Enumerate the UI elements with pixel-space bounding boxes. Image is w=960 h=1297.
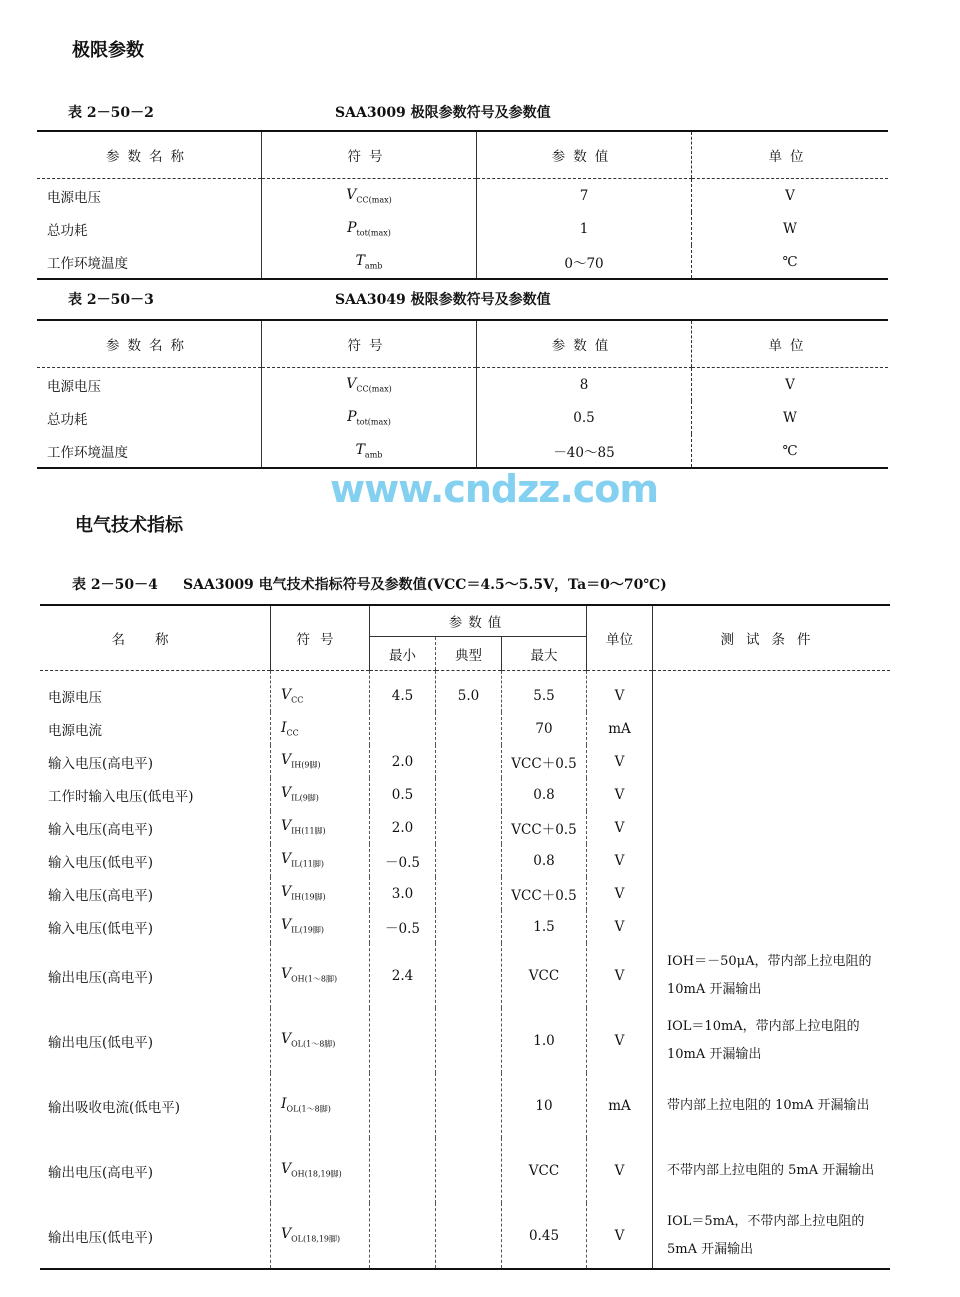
symbol [281, 851, 324, 867]
param-value: 1 [477, 212, 692, 245]
header-value: 参数值 [477, 320, 692, 368]
param-unit: V [587, 943, 653, 1008]
header-min: 最小 [370, 637, 436, 671]
symbol-base: V [281, 917, 292, 934]
param-name: 输入电压(低电平) [48, 854, 154, 871]
value-max: VCC＋0.5 [502, 877, 587, 910]
table-row [40, 745, 890, 778]
test-condition: IOL＝5mA，不带内部上拉电阻的 5mA 开漏输出 [653, 1203, 891, 1269]
header-symbol: 符号 [271, 605, 370, 671]
param-name: 输出电压(低电平) [48, 1229, 154, 1246]
value-max: VCC [502, 943, 587, 1008]
symbol-base: I [281, 719, 287, 736]
section-heading-electrical: 电气技术指标 [75, 515, 183, 536]
param-name: 输入电压(高电平) [48, 755, 154, 772]
value-max: VCC＋0.5 [502, 811, 587, 844]
table2-title: SAA3049 极限参数符号及参数值 [335, 292, 551, 308]
symbol [281, 884, 326, 900]
value-min: 2.4 [370, 943, 436, 1008]
table-row [40, 1008, 890, 1073]
param-name: 总功耗 [47, 411, 88, 428]
symbol [356, 442, 383, 458]
value-typ [436, 811, 502, 844]
table-row [40, 1203, 890, 1269]
param-unit: V [692, 368, 889, 402]
value-min: 3.0 [370, 877, 436, 910]
symbol [347, 220, 391, 236]
symbol-base: P [347, 408, 357, 425]
value-max: 10 [502, 1073, 587, 1138]
table-row [40, 811, 890, 844]
param-name: 工作环境温度 [47, 255, 128, 272]
value-max: 1.5 [502, 910, 587, 943]
param-value: 7 [477, 179, 692, 213]
value-min [370, 712, 436, 745]
param-unit: V [692, 179, 889, 213]
header-value: 参数值 [477, 131, 692, 179]
symbol-base: V [281, 1161, 292, 1178]
table-row [40, 844, 890, 877]
header-unit: 单位 [587, 605, 653, 671]
table-row [40, 1138, 890, 1203]
table-row [37, 212, 888, 245]
header-param-value: 参数值 [370, 605, 587, 637]
table3-title: SAA3009 电气技术指标符号及参数值(VCC＝4.5～5.5V，Ta＝0～70℃) [183, 577, 667, 593]
symbol-base: V [281, 785, 292, 802]
symbol-subscript: tot(max) [356, 417, 391, 427]
symbol-base: V [346, 186, 357, 203]
symbol-base: P [347, 219, 357, 236]
param-unit: W [692, 212, 889, 245]
symbol-subscript: amb [364, 261, 383, 271]
param-unit: V [587, 1008, 653, 1073]
symbol [281, 917, 324, 933]
value-max: VCC [502, 1138, 587, 1203]
param-name: 总功耗 [47, 222, 88, 239]
param-unit: V [587, 1203, 653, 1269]
param-name: 输出电压(高电平) [48, 1164, 154, 1181]
symbol-subscript: IL(11脚) [291, 859, 325, 869]
symbol-base: T [355, 252, 365, 269]
symbol [346, 187, 391, 203]
table2 [37, 319, 888, 469]
value-typ [436, 712, 502, 745]
test-condition [653, 811, 891, 844]
symbol [281, 785, 319, 801]
symbol [281, 818, 326, 834]
symbol-base: V [281, 884, 292, 901]
param-name: 电源电流 [48, 722, 102, 739]
param-name: 输入电压(低电平) [48, 920, 154, 937]
param-unit: V [587, 811, 653, 844]
table3 [40, 604, 890, 1270]
value-min: 2.0 [370, 745, 436, 778]
param-value: 0～70 [477, 245, 692, 279]
param-unit: ℃ [692, 434, 889, 468]
value-min: 0.5 [370, 778, 436, 811]
symbol-base: V [281, 818, 292, 835]
symbol-base: V [281, 966, 292, 983]
value-typ [436, 910, 502, 943]
symbol [281, 1096, 331, 1112]
symbol [347, 409, 391, 425]
symbol [281, 966, 337, 982]
value-min [370, 1203, 436, 1269]
test-condition [653, 712, 891, 745]
table-row [40, 671, 890, 713]
param-name: 工作环境温度 [47, 444, 128, 461]
param-unit: ℃ [692, 245, 889, 279]
test-condition [653, 844, 891, 877]
param-name: 电源电压 [47, 189, 101, 206]
header-typ: 典型 [436, 637, 502, 671]
param-unit: V [587, 778, 653, 811]
symbol-base: V [281, 851, 292, 868]
value-max: 0.8 [502, 778, 587, 811]
header-symbol: 符号 [262, 320, 477, 368]
table1-title: SAA3009 极限参数符号及参数值 [335, 105, 551, 121]
value-min: －0.5 [370, 910, 436, 943]
symbol-subscript: amb [364, 450, 383, 460]
symbol-base: V [281, 1031, 292, 1048]
header-unit: 单位 [692, 131, 889, 179]
table-row [40, 778, 890, 811]
value-max: 0.45 [502, 1203, 587, 1269]
value-typ [436, 1203, 502, 1269]
param-unit: mA [587, 712, 653, 745]
value-max: 70 [502, 712, 587, 745]
symbol [281, 752, 321, 768]
header-max: 最大 [502, 637, 587, 671]
symbol-subscript: OH(1～8脚) [291, 974, 338, 984]
value-min: 2.0 [370, 811, 436, 844]
symbol-subscript: OL(18,19脚) [291, 1234, 341, 1244]
param-name: 输出电压(高电平) [48, 969, 154, 986]
test-condition [653, 910, 891, 943]
header-param-name: 参数名称 [37, 320, 262, 368]
symbol-subscript: IH(11脚) [291, 826, 326, 836]
param-unit: V [587, 910, 653, 943]
header-param-name: 参数名称 [37, 131, 262, 179]
symbol-subscript: CC(max) [356, 384, 392, 394]
header-symbol: 符号 [262, 131, 477, 179]
symbol-subscript: OH(18,19脚) [291, 1169, 342, 1179]
symbol-base: V [281, 1226, 292, 1243]
table1-number: 表 2－50－2 [68, 105, 154, 121]
symbol [281, 1031, 335, 1047]
symbol [281, 1161, 342, 1177]
table-row [40, 943, 890, 1008]
value-typ [436, 943, 502, 1008]
param-name: 输入电压(高电平) [48, 887, 154, 904]
table-row [40, 712, 890, 745]
value-min [370, 1073, 436, 1138]
symbol-base: T [355, 441, 365, 458]
param-name: 电源电压 [47, 378, 101, 395]
value-typ [436, 1073, 502, 1138]
symbol-subscript: tot(max) [356, 228, 391, 238]
symbol-subscript: IH(9脚) [291, 760, 321, 770]
param-value: 8 [477, 368, 692, 402]
table-row [37, 245, 888, 279]
table-row [37, 434, 888, 468]
test-condition: IOH＝－50μA，带内部上拉电阻的 10mA 开漏输出 [653, 943, 891, 1008]
table-row [37, 401, 888, 434]
value-typ: 5.0 [436, 671, 502, 713]
value-typ [436, 745, 502, 778]
param-name: 电源电压 [48, 689, 102, 706]
value-max: 5.5 [502, 671, 587, 713]
test-condition [653, 671, 891, 713]
symbol-subscript: OL(1～8脚) [286, 1104, 331, 1114]
value-typ [436, 1008, 502, 1073]
test-condition: 带内部上拉电阻的 10mA 开漏输出 [653, 1073, 891, 1138]
param-unit: mA [587, 1073, 653, 1138]
value-typ [436, 778, 502, 811]
symbol-base: V [281, 686, 292, 703]
symbol [281, 687, 303, 703]
table3-number: 表 2－50－4 [72, 577, 158, 593]
value-typ [436, 1138, 502, 1203]
value-min [370, 1008, 436, 1073]
param-unit: V [587, 671, 653, 713]
header-unit: 单位 [692, 320, 889, 368]
watermark-logo: www.cndzz.com [330, 467, 658, 511]
param-value: －40～85 [477, 434, 692, 468]
test-condition [653, 745, 891, 778]
value-typ [436, 877, 502, 910]
test-condition [653, 877, 891, 910]
test-condition: 不带内部上拉电阻的 5mA 开漏输出 [653, 1138, 891, 1203]
symbol [356, 253, 383, 269]
symbol-subscript: CC [291, 695, 304, 705]
table-row [40, 1073, 890, 1138]
value-max: VCC＋0.5 [502, 745, 587, 778]
table1 [37, 130, 888, 280]
param-unit: V [587, 745, 653, 778]
symbol-subscript: IL(19脚) [291, 925, 325, 935]
symbol-subscript: IL(9脚) [291, 793, 319, 803]
section-heading-limits: 极限参数 [72, 40, 144, 61]
value-max: 0.8 [502, 844, 587, 877]
value-min: 4.5 [370, 671, 436, 713]
header-name: 名称 [40, 605, 271, 671]
symbol-subscript: OL(1～8脚) [291, 1039, 336, 1049]
symbol-base: V [346, 375, 357, 392]
table-row [37, 368, 888, 402]
param-name: 输入电压(高电平) [48, 821, 154, 838]
test-condition: IOL＝10mA，带内部上拉电阻的 10mA 开漏输出 [653, 1008, 891, 1073]
table-row [37, 179, 888, 213]
value-max: 1.0 [502, 1008, 587, 1073]
param-unit: V [587, 1138, 653, 1203]
symbol-subscript: IH(19脚) [291, 892, 326, 902]
param-name: 输出电压(低电平) [48, 1034, 154, 1051]
test-condition [653, 778, 891, 811]
param-value: 0.5 [477, 401, 692, 434]
param-name: 工作时输入电压(低电平) [48, 788, 194, 805]
symbol-subscript: CC(max) [356, 195, 392, 205]
param-unit: W [692, 401, 889, 434]
table-row [40, 877, 890, 910]
header-test-conditions: 测试条件 [653, 605, 891, 671]
param-name: 输出吸收电流(低电平) [48, 1099, 181, 1116]
table-row [40, 910, 890, 943]
table2-number: 表 2－50－3 [68, 292, 154, 308]
param-unit: V [587, 877, 653, 910]
symbol-subscript: CC [286, 728, 299, 738]
param-unit: V [587, 844, 653, 877]
value-typ [436, 844, 502, 877]
symbol [346, 376, 391, 392]
symbol [281, 720, 299, 736]
symbol-base: I [281, 1096, 287, 1113]
value-min: －0.5 [370, 844, 436, 877]
symbol [281, 1226, 340, 1242]
value-min [370, 1138, 436, 1203]
symbol-base: V [281, 752, 292, 769]
